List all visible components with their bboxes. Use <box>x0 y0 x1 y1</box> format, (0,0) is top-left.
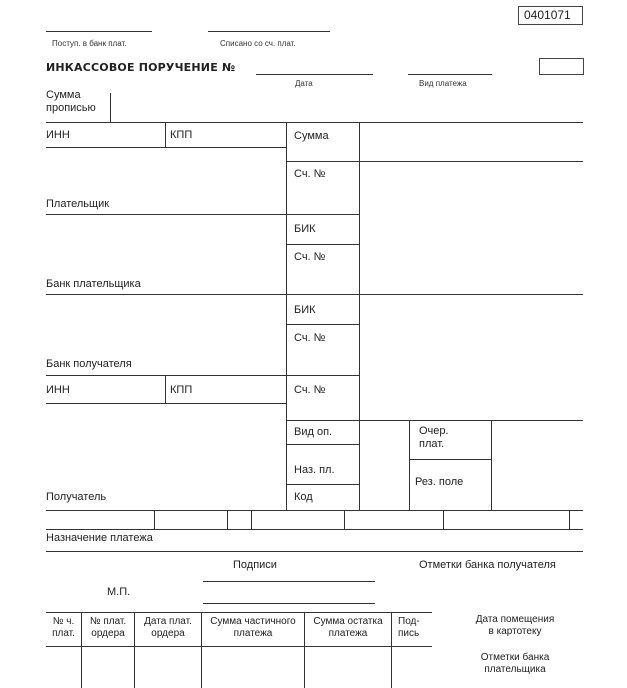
table-col-line <box>391 612 392 688</box>
table-header-cell <box>46 616 81 640</box>
signature-line-2[interactable] <box>203 603 375 604</box>
grid-line <box>286 484 359 485</box>
grid-line <box>227 510 228 529</box>
payee-kpp-label: КПП <box>170 384 193 396</box>
payer-bank-name-label: Банк плательщика <box>46 278 141 290</box>
amount-words-divider <box>110 93 111 123</box>
header-line: ордера <box>91 628 125 639</box>
grid-line <box>359 122 360 510</box>
op-type-label: Вид оп. <box>294 426 333 438</box>
payee-account-label: Сч. № <box>294 384 326 396</box>
payer-account-label: Сч. № <box>294 168 326 180</box>
grid-line <box>165 122 166 147</box>
okud-code: 0401071 <box>524 8 571 22</box>
header-line: Дата плат. <box>144 616 192 627</box>
payer-bank-marks-line-2: плательщика <box>484 664 546 675</box>
payer-bank-bik-label: БИК <box>294 223 316 235</box>
amount-words-field[interactable] <box>112 88 582 122</box>
table-header-cell <box>398 616 432 640</box>
payee-name-label: Получатель <box>46 491 107 503</box>
purpose-code-label: Наз. пл. <box>294 464 335 476</box>
form-title: ИНКАССОВОЕ ПОРУЧЕНИЕ № <box>46 61 236 74</box>
payer-inn-label: ИНН <box>46 129 70 141</box>
table-header-line <box>46 646 432 647</box>
grid-line <box>46 510 583 511</box>
payer-bank-marks-note <box>455 652 575 676</box>
table-header-cell <box>305 616 391 640</box>
received-date-line[interactable] <box>46 31 152 32</box>
payment-type-line[interactable] <box>408 74 492 75</box>
grid-line <box>409 420 410 510</box>
okud-code-box <box>518 6 583 25</box>
grid-line <box>46 147 286 148</box>
table-header-cell <box>202 616 304 640</box>
payee-bank-name-label: Банк получателя <box>46 358 132 370</box>
signature-line-1[interactable] <box>203 581 375 582</box>
grid-line <box>286 324 359 325</box>
date-label: Дата <box>295 79 313 88</box>
grid-line <box>344 510 345 529</box>
file-date-line-2: в картотеку <box>488 626 542 637</box>
table-header-cell <box>82 616 134 640</box>
amount-words-label-2: прописью <box>46 102 96 114</box>
payer-kpp-label: КПП <box>170 129 193 141</box>
grid-line <box>154 510 155 529</box>
header-line: ордера <box>151 628 185 639</box>
payee-bank-name-field[interactable] <box>46 296 284 354</box>
header-line: Сумма частичного <box>210 616 296 627</box>
priority-label-2: плат. <box>419 438 445 450</box>
header-line: Сумма остатка <box>313 616 383 627</box>
grid-line <box>491 420 492 510</box>
grid-line <box>251 510 252 529</box>
amount-label: Сумма <box>294 130 329 142</box>
amount-words-label-1: Сумма <box>46 89 81 101</box>
stamp-label: М.П. <box>107 586 131 598</box>
grid-line <box>46 529 583 530</box>
signatures-label: Подписи <box>233 559 277 571</box>
payer-bank-account-label: Сч. № <box>294 251 326 263</box>
grid-line <box>409 459 491 460</box>
payer-bank-marks-line-1: Отметки банка <box>480 652 550 663</box>
header-line: платежа <box>233 628 273 639</box>
grid-line <box>286 161 583 162</box>
header-line: плат. <box>52 628 75 639</box>
payee-bank-account-label: Сч. № <box>294 332 326 344</box>
grid-line <box>46 551 583 552</box>
reserve-label: Рез. поле <box>415 476 464 488</box>
debited-label: Списано со сч. плат. <box>220 39 296 48</box>
purpose-label: Назначение платежа <box>46 532 153 544</box>
header-line: пись <box>398 628 420 639</box>
grid-line <box>46 403 286 404</box>
header-line: № ч. <box>52 616 75 627</box>
status-box[interactable] <box>539 58 584 75</box>
grid-line <box>286 122 287 510</box>
grid-line <box>286 420 583 421</box>
grid-line <box>46 294 583 295</box>
grid-line <box>286 244 359 245</box>
date-line[interactable] <box>256 74 373 75</box>
payee-bank-marks-label: Отметки банка получателя <box>419 559 556 571</box>
payer-bank-name-field[interactable] <box>46 216 284 274</box>
table-header-cell <box>135 616 201 640</box>
header-line: № плат. <box>89 616 127 627</box>
code-label: Код <box>294 491 313 503</box>
payment-type-label: Вид платежа <box>419 79 467 88</box>
priority-label-1: Очер. <box>419 425 449 437</box>
received-label: Поступ. в банк плат. <box>52 39 127 48</box>
header-line: Под- <box>398 616 420 627</box>
grid-line <box>46 122 583 123</box>
payee-inn-label: ИНН <box>46 384 70 396</box>
payer-name-label: Плательщик <box>46 198 110 210</box>
payee-name-field[interactable] <box>46 405 284 487</box>
grid-line <box>46 214 359 215</box>
payee-bank-bik-label: БИК <box>294 304 316 316</box>
grid-line <box>165 375 166 403</box>
grid-line <box>46 375 359 376</box>
file-date-line-1: Дата помещения <box>475 614 555 625</box>
grid-line <box>443 510 444 529</box>
header-line: платежа <box>328 628 368 639</box>
grid-line <box>286 444 359 445</box>
file-date-note <box>455 614 575 638</box>
debited-date-line[interactable] <box>208 31 330 32</box>
grid-line <box>569 510 570 529</box>
amount-field[interactable] <box>361 124 581 160</box>
table-top-line <box>46 612 432 613</box>
payer-name-field[interactable] <box>46 149 284 194</box>
